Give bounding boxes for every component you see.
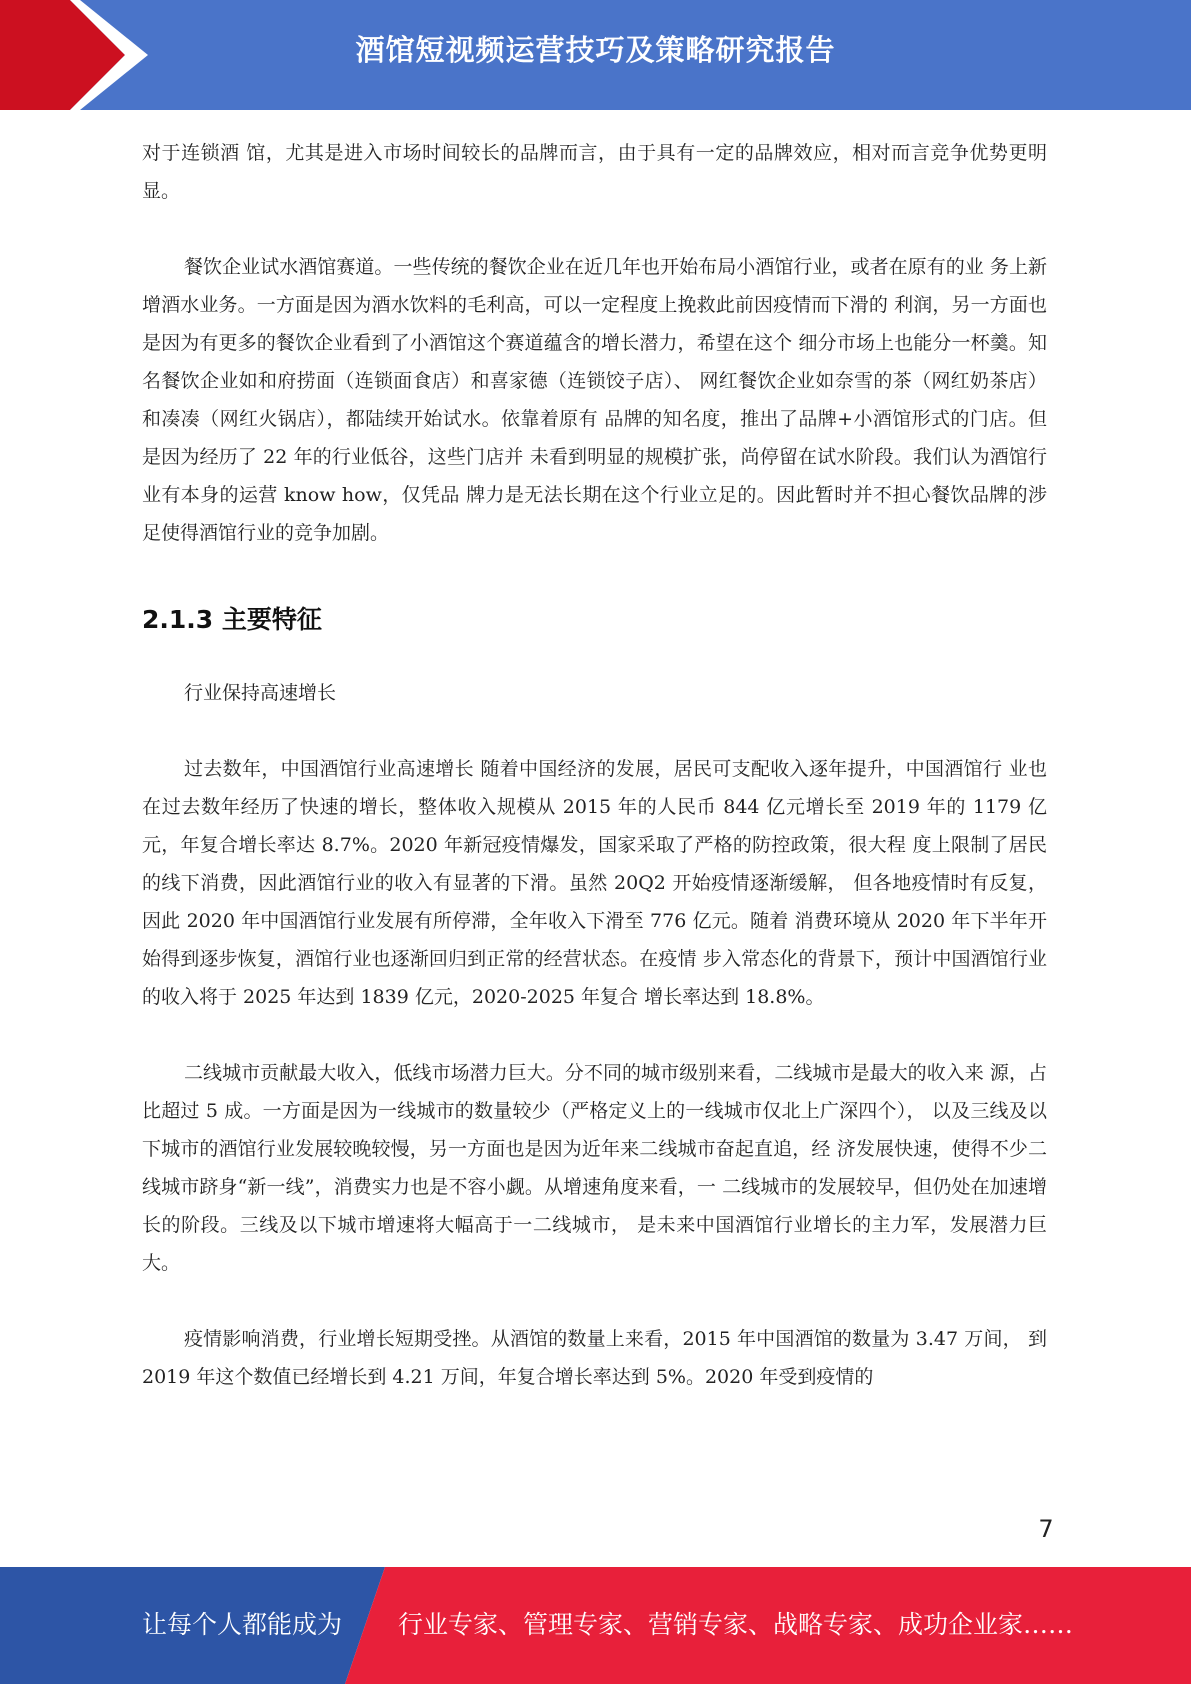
paragraph: 疫情影响消费，行业增长短期受挫。从酒馆的数量上来看，2015 年中国酒馆的数量为 3.47 万间， 到 2019 年这个数值已经增长到 4.21 万间，年复合增长率达到 5%。2020 年受到疫情的 [142, 1328, 1047, 1388]
paragraph: 二线城市贡献最大收入，低线市场潜力巨大。分不同的城市级别来看，二线城市是最大的收入来 源，占比超过 5 成。一方面是因为一线城市的数量较少（严格定义上的一线城市仅北上广深四个）， 以及三线及以下城市的酒馆行业发展较晚较慢，另一方面也是因为近年来二线城市奋起直追，经 济发展快速，使得不少二线城市跻身“新一线”，消费实力也是不容小觑。从增速角度来看，一 二线城市的发展较早，但仍处在加速增长的阶段。三线及以下城市增速将大幅高于一二线城市， 是未来中国酒馆行业增长的主力军，发展潜力巨大。 [142, 1062, 1047, 1274]
footer-slogan-right: 行业专家、管理专家、营销专家、战略专家、成功企业家…… [398, 1610, 1074, 1639]
page-content [142, 134, 1047, 1396]
page-number: 7 [1038, 1515, 1054, 1543]
subheading: 行业保持高速增长 [184, 682, 337, 704]
paragraph: 对于连锁酒 馆，尤其是进入市场时间较长的品牌而言，由于具有一定的品牌效应，相对而言竞争优势更明显。 [142, 142, 1047, 202]
paragraph: 过去数年，中国酒馆行业高速增长 随着中国经济的发展，居民可支配收入逐年提升，中国酒馆行 业也在过去数年经历了快速的增长，整体收入规模从 2015 年的人民币 844 亿元增长至 2019 年的 1179 亿元，年复合增长率达 8.7%。2020 年新冠疫情爆发，国家采取了严格的防控政策，很大程 度上限制了居民的线下消费，因此酒馆行业的收入有显著的下滑。虽然 20Q2 开始疫情逐渐缓解， 但各地疫情时有反复，因此 2020 年中国酒馆行业发展有所停滞，全年收入下滑至 776 亿元。随着 消费环境从 2020 年下半年开始得到逐步恢复，酒馆行业也逐渐回归到正常的经营状态。在疫情 步入常态化的背景下，预计中国酒馆行业的收入将于 2025 年达到 1839 亿元，2020-2025 年复合 增长率达到 18.8%。 [142, 758, 1047, 1008]
report-title: 酒馆短视频运营技巧及策略研究报告 [355, 33, 836, 67]
section-heading: 2.1.3 主要特征 [142, 605, 322, 634]
page-header [0, 0, 1191, 110]
footer-slogan-left: 让每个人都能成为 [142, 1610, 343, 1639]
page-footer [0, 1567, 1191, 1684]
paragraph: 餐饮企业试水酒馆赛道。一些传统的餐饮企业在近几年也开始布局小酒馆行业，或者在原有的业 务上新增酒水业务。一方面是因为酒水饮料的毛利高，可以一定程度上挽救此前因疫情而下滑的 利润，另一方面也是因为有更多的餐饮企业看到了小酒馆这个赛道蕴含的增长潜力，希望在这个 细分市场上也能分一杯羹。知名餐饮企业如和府捞面（连锁面食店）和喜家德（连锁饺子店）、 网红餐饮企业如奈雪的茶（网红奶茶店）和凑凑（网红火锅店），都陆续开始试水。依靠着原有 品牌的知名度，推出了品牌+小酒馆形式的门店。但是因为经历了 22 年的行业低谷，这些门店并 未看到明显的规模扩张，尚停留在试水阶段。我们认为酒馆行业有本身的运营 know how，仅凭品 牌力是无法长期在这个行业立足的。因此暂时并不担心餐饮品牌的涉足使得酒馆行业的竞争加剧。 [142, 256, 1047, 544]
